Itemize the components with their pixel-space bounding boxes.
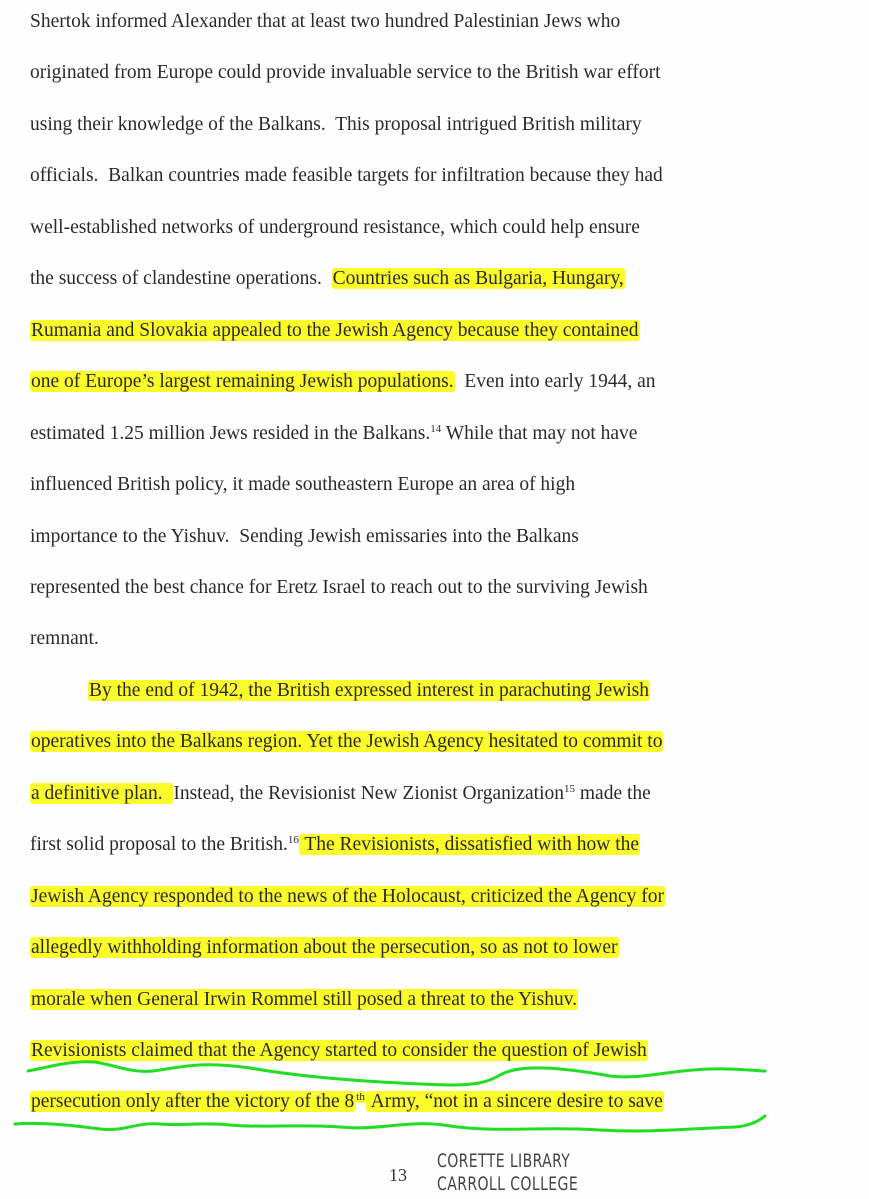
text-line	[30, 884, 665, 910]
page-number: 13	[389, 1165, 407, 1185]
text-line	[30, 112, 642, 138]
text-segment: the success of clandestine operations.	[30, 268, 332, 290]
text-segment: using their knowledge of the Balkans. This proposal intrigued British military	[30, 113, 642, 135]
text-segment: estimated 1.25 million Jews resided in the Balkans.	[30, 422, 431, 444]
text-segment: officials. Balkan countries made feasible targets for infiltration because they had	[30, 165, 663, 187]
footnote-ref: 15	[564, 782, 575, 795]
text-line	[30, 318, 640, 344]
text-segment: remnant.	[30, 628, 99, 650]
text-line	[30, 9, 620, 35]
text-line	[30, 266, 625, 292]
text-line	[30, 421, 637, 447]
highlighted-text: one of Europe’s largest remaining Jewish populations.	[31, 371, 454, 393]
text-line	[30, 472, 575, 498]
highlighted-text: persecution only after the victory of the 8	[31, 1091, 355, 1113]
text-segment: While that may not have	[441, 422, 638, 444]
highlighted-text: a definitive plan.	[31, 782, 173, 804]
text-segment: Instead, the Revisionist New Zionist Organization	[173, 782, 564, 804]
text-line	[30, 215, 640, 241]
highlighted-text: By the end of 1942, the British expressed interest in parachuting Jewish	[89, 679, 649, 701]
text-segment: originated from Europe could provide invaluable service to the British war effort	[30, 62, 661, 84]
highlighted-text: Jewish Agency responded to the news of the Holocaust, criticized the Agency for	[31, 885, 665, 907]
text-line	[30, 1038, 648, 1064]
text-line	[30, 935, 619, 961]
text-segment: Shertok informed Alexander that at least two hundred Palestinian Jews who	[30, 11, 621, 32]
text-line	[30, 729, 663, 755]
library-stamp	[437, 1150, 578, 1196]
text-line	[30, 369, 656, 395]
highlighted-text: The Revisionists, dissatisfied with how the	[299, 834, 640, 856]
highlighted-text: Revisionists claimed that the Agency started to consider the question of Jewish	[31, 1040, 647, 1061]
text-segment: influenced British policy, it made southeastern Europe an area of high	[30, 474, 576, 496]
text-line	[30, 1089, 664, 1115]
text-segment: Even into early 1944, an	[454, 371, 656, 393]
footnote-ref: 14	[430, 422, 442, 435]
text-line	[30, 575, 648, 601]
text-line	[30, 163, 663, 189]
text-line	[30, 626, 99, 652]
highlighted-text: Countries such as Bulgaria, Hungary,	[332, 268, 624, 290]
text-line	[30, 832, 640, 858]
footnote-ref: 16	[287, 834, 299, 847]
highlighted-text: allegedly withholding information about the persecution, so as not to lower	[31, 937, 618, 959]
highlighted-text: Rumania and Slovakia appealed to the Jewish Agency because they contained	[31, 319, 639, 341]
highlighted-text: morale when General Irwin Rommel still posed a threat to the Yishuv.	[31, 988, 578, 1010]
pen-underline-1	[28, 1062, 765, 1085]
text-segment: represented the best chance for Eretz Israel to reach out to the surviving Jewish	[30, 576, 648, 598]
text-segment: importance to the Yishuv. Sending Jewish emissaries into the Balkans	[30, 525, 579, 547]
text-segment: first solid proposal to the British.	[30, 834, 288, 856]
footnote-ref: th	[356, 1091, 365, 1104]
text-segment: made the	[575, 782, 651, 804]
stamp-line: CARROLL COLLEGE	[437, 1173, 579, 1195]
highlighted-text: Army, “not in a sincere desire to save	[366, 1091, 663, 1113]
text-segment: well-established networks of underground resistance, which could help ensure	[30, 216, 640, 238]
pen-underline-2	[15, 1116, 765, 1131]
text-line	[30, 524, 579, 550]
text-line	[88, 678, 650, 704]
stamp-line: CORETTE LIBRARY	[437, 1150, 571, 1172]
text-line	[30, 781, 651, 807]
text-line	[30, 987, 578, 1013]
text-line	[30, 60, 660, 86]
highlighted-text: operatives into the Balkans region. Yet the Jewish Agency hesitated to commit to	[31, 731, 663, 753]
